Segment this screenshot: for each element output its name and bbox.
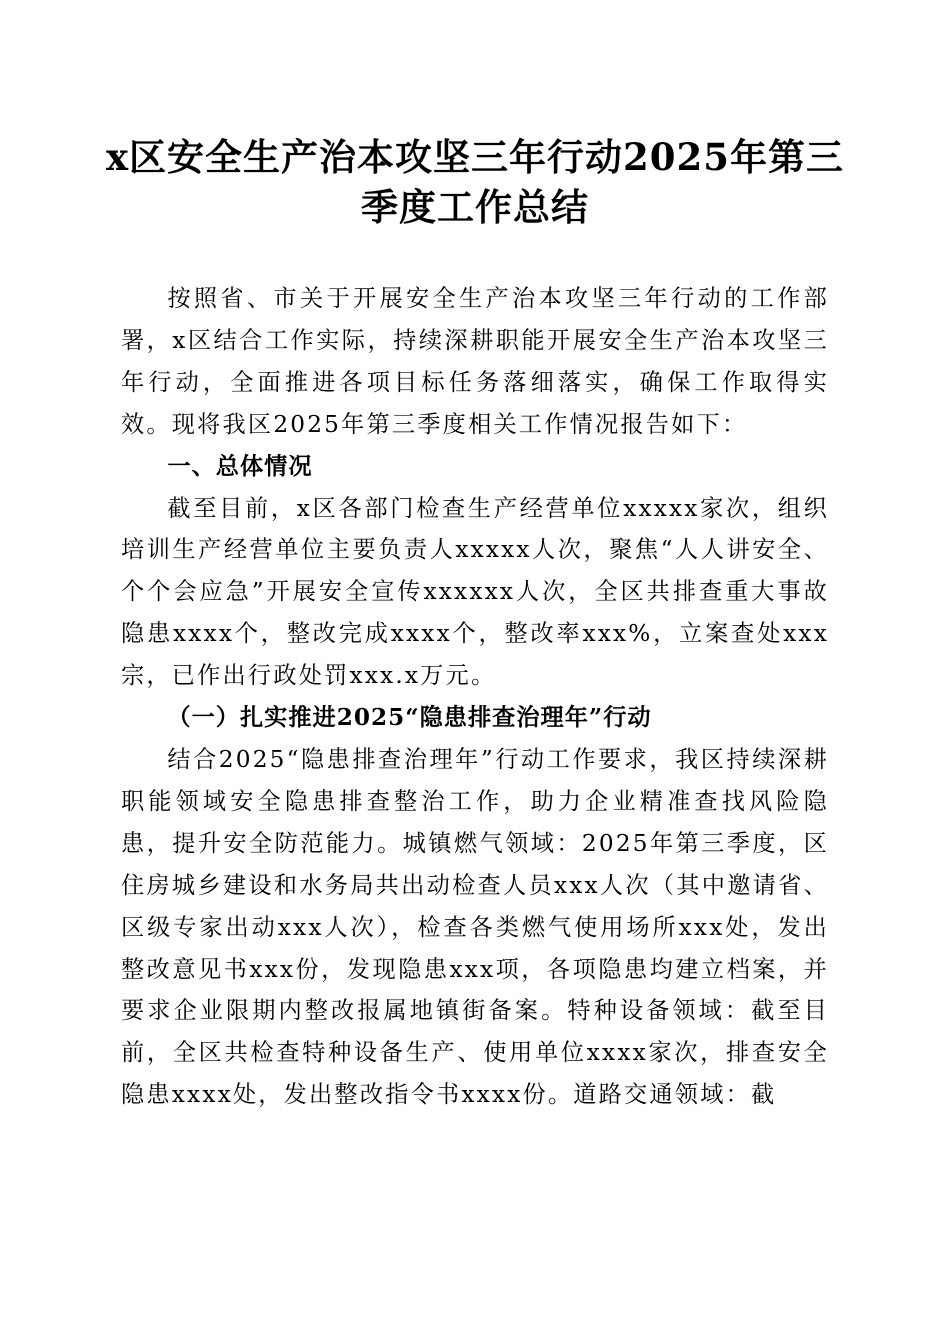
subsection-heading-hazard-action: （一）扎实推进2025“隐患排查治理年”行动: [167, 704, 652, 732]
intro-paragraph: 按照省、市关于开展安全生产治本攻坚三年行动的工作部署，x区结合工作实际，持续深耕职能开展安全生产治本攻坚三年行动，全面推进各项目标任务落细落实，确保工作取得实效。现将我区2025年第三季度相关工作情况报告如下：: [121, 285, 829, 438]
section-heading-overall: 一、总体情况: [167, 452, 313, 480]
document-body: [121, 278, 829, 1116]
document-title: x区安全生产治本攻坚三年行动2025年第三季度工作总结: [105, 135, 845, 229]
hazard-action-paragraph: 结合2025“隐患排查治理年”行动工作要求，我区持续深耕职能领域安全隐患排查整治工作，助力企业精准查找风险隐患，提升安全防范能力。城镇燃气领域：2025年第三季度，区住房城乡建设和水务局共出动检查人员xxx人次（其中邀请省、区级专家出动xxx人次），检查各类燃气使用场所xxx处，发出整改意见书xxx份，发现隐患xxx项，各项隐患均建立档案，并要求企业限期内整改报属地镇街备案。特种设备领域：截至目前，全区共检查特种设备生产、使用单位xxxx家次，排查安全隐患xxxx处，发出整改指令书xxxx份。道路交通领域：截: [121, 745, 829, 1109]
overall-paragraph: 截至目前，x区各部门检查生产经营单位xxxxx家次，组织培训生产经营单位主要负责人xxxxx人次，聚焦“人人讲安全、个个会应急”开展安全宣传xxxxxx人次，全区共排查重大事故隐患xxxx个，整改完成xxxx个，整改率xxx%，立案查处xxx宗，已作出行政处罚xxx.x万元。: [121, 494, 829, 690]
